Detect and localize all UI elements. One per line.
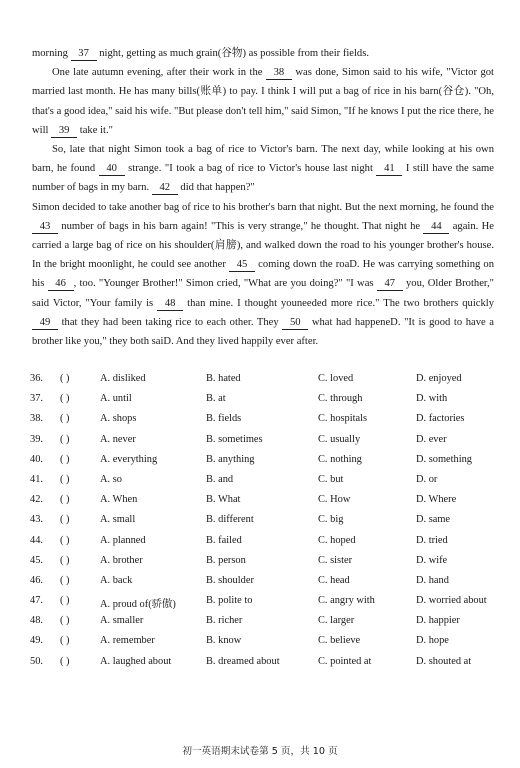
option-a: A. until (100, 393, 132, 405)
question-number: 43. (30, 514, 43, 526)
option-a: A. small (100, 514, 136, 526)
blank-49: 49 (32, 316, 58, 330)
question-number: 45. (30, 554, 43, 566)
option-d: D. wife (416, 554, 448, 566)
option-a: A. disliked (100, 373, 146, 384)
question-row (30, 431, 500, 451)
answer-bracket[interactable]: ( ) (60, 534, 70, 546)
option-c: C. pointed at (318, 655, 372, 667)
answer-bracket[interactable]: ( ) (60, 473, 70, 485)
question-row (30, 612, 500, 632)
option-a: A. never (100, 433, 136, 445)
option-c: C. angry with (318, 595, 375, 607)
option-c: C. loved (318, 373, 354, 384)
option-b: B. at (206, 393, 226, 405)
option-d: D. hand (416, 574, 449, 586)
option-c: C. How (318, 494, 351, 506)
option-d: D. shouted at (416, 655, 472, 667)
question-row (30, 390, 500, 410)
question-number: 40. (30, 453, 43, 465)
answer-bracket[interactable]: ( ) (60, 373, 70, 384)
blank-43: 43 (32, 220, 58, 234)
option-b: B. and (206, 473, 234, 485)
option-a: A. planned (100, 534, 146, 546)
option-b: B. richer (206, 615, 243, 627)
option-b: B. different (206, 514, 254, 526)
option-c: C. hoped (318, 534, 356, 546)
option-c: C. head (318, 574, 350, 586)
option-d: D. factories (416, 413, 465, 425)
option-b: B. know (206, 635, 242, 647)
question-number: 46. (30, 574, 43, 586)
option-c: C. but (318, 473, 344, 485)
option-d: D. hope (416, 635, 449, 647)
blank-45: 45 (229, 258, 255, 272)
answer-bracket[interactable]: ( ) (60, 595, 70, 607)
option-d: D. enjoyed (416, 373, 462, 384)
blank-42: 42 (152, 181, 178, 195)
option-b: B. dreamed about (206, 655, 280, 667)
question-row (30, 592, 500, 612)
answer-bracket[interactable]: ( ) (60, 413, 70, 425)
option-d: D. worried about (416, 595, 487, 607)
option-d: D. happier (416, 615, 460, 627)
question-row (30, 471, 500, 491)
question-row (30, 572, 500, 592)
question-number: 38. (30, 413, 43, 425)
passage-paragraph-2: One late autumn evening, after their work in the 38 was done, Simon said to his wife, "Victor got married last month. He has many bills(账单) to pay. I think I will put a bag of rice in his barn(谷仓). "Oh, that's a good idea," said his wife. "But please don't tell him," said Simon, "If he knows I put the rice there, he will 39 take it." (32, 67, 494, 136)
option-b: B. failed (206, 534, 242, 546)
option-b: B. hated (206, 373, 241, 384)
option-a: A. laughed about (100, 655, 172, 667)
answer-bracket[interactable]: ( ) (60, 554, 70, 566)
option-b: B. What (206, 494, 241, 506)
blank-46: 46 (48, 277, 74, 291)
option-b: B. anything (206, 453, 255, 465)
answer-bracket[interactable]: ( ) (60, 615, 70, 627)
passage-paragraph-3: So, late that night Simon took a bag of rice to Victor's barn. The next day, while looking at his own barn, he found 40 strange. "I took a bag of rice to Victor's house last night 41 I still have the same number of bags in my barn. 42 did that happen?" (32, 144, 494, 194)
question-list (30, 370, 500, 673)
option-b: B. person (206, 554, 246, 566)
question-row (30, 491, 500, 511)
answer-bracket[interactable]: ( ) (60, 494, 70, 506)
question-number: 50. (30, 655, 43, 667)
option-d: D. tried (416, 534, 448, 546)
question-number: 49. (30, 635, 43, 647)
blank-37: 37 (71, 47, 97, 61)
question-row (30, 653, 500, 673)
page-footer: 初一英语期末试卷第 5 页，共 10 页 (182, 746, 338, 757)
question-number: 42. (30, 494, 43, 506)
answer-bracket[interactable]: ( ) (60, 433, 70, 445)
blank-41: 41 (376, 162, 402, 176)
blank-39: 39 (51, 124, 77, 138)
option-c: C. big (318, 514, 344, 526)
option-c: C. usually (318, 433, 361, 445)
option-c: C. sister (318, 554, 353, 566)
option-a: A. When (100, 494, 138, 506)
option-d: D. ever (416, 433, 447, 445)
answer-bracket[interactable]: ( ) (60, 574, 70, 586)
question-number: 36. (30, 373, 43, 384)
option-a: A. so (100, 473, 122, 485)
blank-40: 40 (99, 162, 125, 176)
question-row (30, 532, 500, 552)
option-c: C. hospitals (318, 413, 368, 425)
option-c: C. believe (318, 635, 361, 647)
question-number: 47. (30, 595, 43, 607)
option-a: A. shops (100, 413, 137, 425)
option-b: B. sometimes (206, 433, 263, 445)
cloze-passage (32, 44, 494, 351)
blank-48: 48 (157, 297, 183, 311)
option-d: D. same (416, 514, 451, 526)
option-c: C. through (318, 393, 363, 405)
option-c: C. nothing (318, 453, 362, 465)
question-number: 39. (30, 433, 43, 445)
question-row (30, 370, 500, 390)
question-number: 48. (30, 615, 43, 627)
blank-44: 44 (423, 220, 449, 234)
option-b: B. fields (206, 413, 242, 425)
answer-bracket[interactable]: ( ) (60, 655, 70, 667)
option-c: C. larger (318, 615, 355, 627)
option-a: A. remember (100, 635, 155, 647)
blank-38: 38 (266, 66, 292, 80)
answer-bracket[interactable]: ( ) (60, 635, 70, 647)
option-d: D. Where (416, 494, 457, 506)
question-row (30, 632, 500, 652)
option-a: A. back (100, 574, 133, 586)
answer-bracket[interactable]: ( ) (60, 453, 70, 465)
question-row (30, 511, 500, 531)
question-number: 41. (30, 473, 43, 485)
passage-paragraph-1: morning 37 night, getting as much grain(谷物) as possible from their fields. (32, 48, 370, 59)
blank-50: 50 (282, 316, 308, 330)
option-d: D. or (416, 473, 438, 485)
option-a: A. proud of(骄傲) (100, 599, 176, 611)
question-row (30, 410, 500, 430)
option-d: D. something (416, 453, 472, 465)
question-row (30, 552, 500, 572)
option-a: A. brother (100, 554, 143, 566)
answer-bracket[interactable]: ( ) (60, 514, 70, 526)
question-number: 44. (30, 534, 43, 546)
option-d: D. with (416, 393, 448, 405)
option-a: A. everything (100, 453, 158, 465)
option-b: B. shoulder (206, 574, 254, 586)
answer-bracket[interactable]: ( ) (60, 393, 70, 405)
question-row (30, 451, 500, 471)
question-number: 37. (30, 393, 43, 405)
option-a: A. smaller (100, 615, 144, 627)
option-b: B. polite to (206, 595, 253, 607)
blank-47: 47 (377, 277, 403, 291)
passage-paragraph-4: Simon decided to take another bag of rice to his brother's barn that night. But the next morning, he found the 43 number of bags in his barn again! "This is very strange," he thought. That night he 44 again. He carried a large bag of rice on his shoulder(肩膀), and walked down the road to his younger brother's house. In the bright moonlight, he could see another 45 coming down the roaD. He was carrying something on his 46 , too. "Younger Brother!" Simon cried, "What are you doing?" "I was 47 you, Older Brother," said Victor, "Your family is 48 than mine. I thought youneeded more rice." The two brothers quickly 49 that they had been taking rice to each other. They 50 what had happeneD. "It is good to have a brother like you," they both saiD. And they lived happily ever after. (32, 201, 494, 348)
